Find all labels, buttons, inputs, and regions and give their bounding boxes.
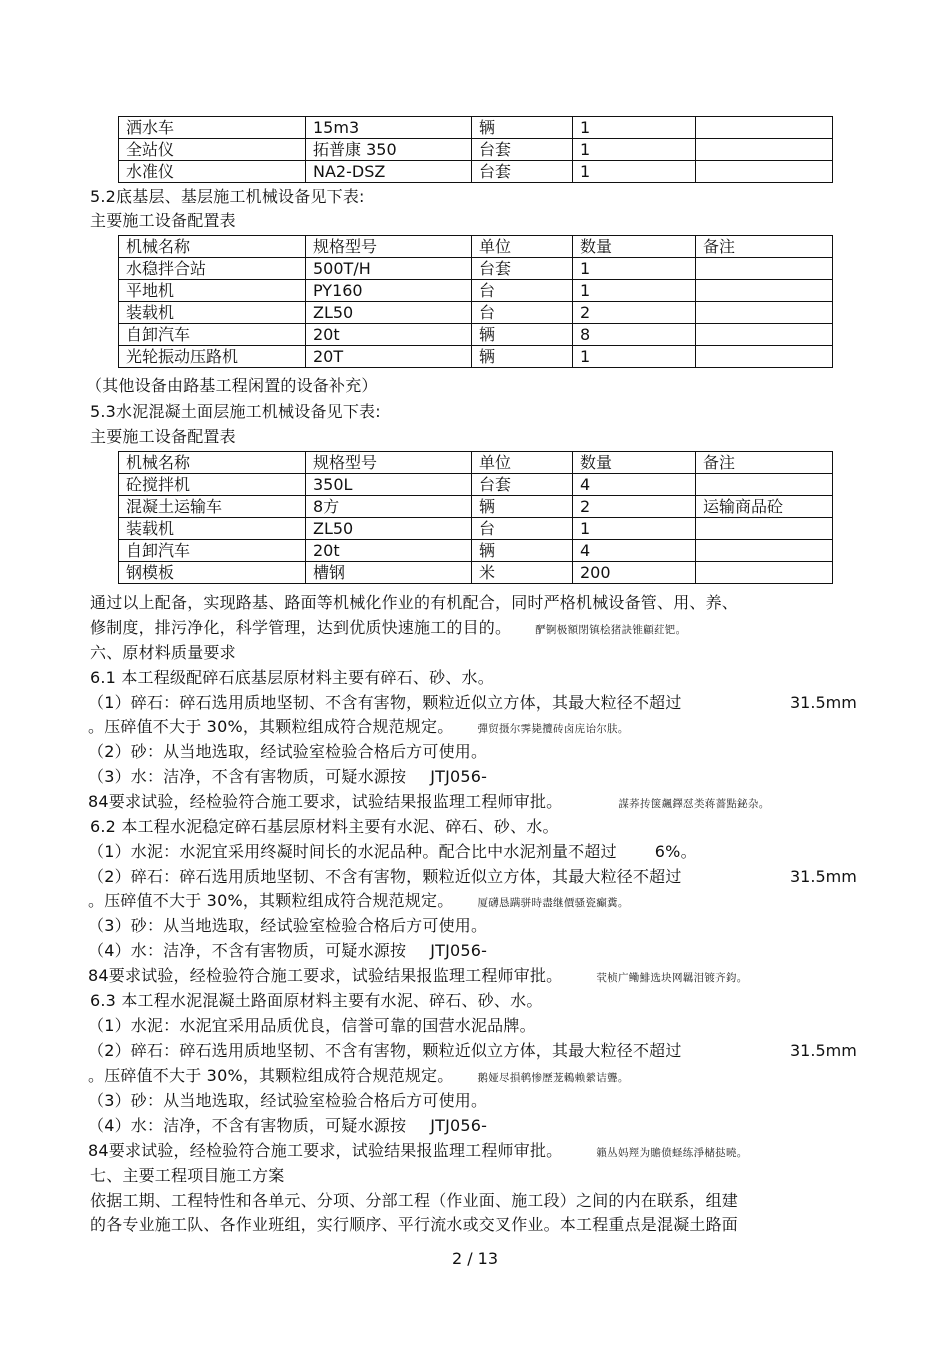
table-cell: 1: [573, 518, 696, 540]
paragraph-value: JTJ056-: [430, 767, 488, 786]
paragraph-value: 31.5mm: [790, 867, 857, 886]
table-cell: 洒水车: [119, 117, 306, 139]
table-cell: 钢模板: [119, 562, 306, 584]
table-cell: 辆: [472, 496, 573, 518]
paragraph-line: （2）碎石：碎石选用质地坚韧、不含有害物，颗粒近似立方体，其最大粒径不超过: [88, 867, 682, 886]
table-cell: 台套: [472, 474, 573, 496]
paragraph-line: （3）砂：从当地选取，经试验室检验合格后方可使用。: [88, 1091, 488, 1110]
table-cell: [696, 258, 833, 280]
table-header-row: [119, 236, 833, 258]
equipment-table-base-layer: [118, 235, 833, 368]
table-cell: 全站仪: [119, 139, 306, 161]
paragraph-line: （2）砂：从当地选取，经试验室检验合格后方可使用。: [88, 742, 488, 761]
column-header: 规格型号: [306, 452, 472, 474]
table-cell: 运输商品砼: [696, 496, 833, 518]
table-row: [119, 562, 833, 584]
table-cell: 辆: [472, 324, 573, 346]
paragraph-line: 6.1 本工程级配碎石底基层原材料主要有碎石、砂、水。: [90, 668, 494, 687]
paragraph-line: （1）碎石：碎石选用质地坚韧、不含有害物，颗粒近似立方体，其最大粒径不超过: [88, 693, 682, 712]
table-cell: [696, 161, 833, 183]
table-cell: NA2-DSZ: [306, 161, 472, 183]
table-cell: PY160: [306, 280, 472, 302]
paragraph-value: JTJ056-: [430, 1116, 488, 1135]
table-cell: 2: [573, 302, 696, 324]
paragraph-line: （2）碎石：碎石选用质地坚韧、不含有害物，颗粒近似立方体，其最大粒径不超过: [88, 1041, 682, 1060]
table-cell: [696, 540, 833, 562]
table-cell: [696, 562, 833, 584]
table-cell: 8方: [306, 496, 472, 518]
table-row: [119, 540, 833, 562]
table-row: [119, 280, 833, 302]
table-caption: 主要施工设备配置表: [90, 427, 236, 446]
table-cell: 台: [472, 302, 573, 324]
table-cell: 1: [573, 258, 696, 280]
table-row: [119, 139, 833, 161]
table-cell: ZL50: [306, 518, 472, 540]
table-cell: 200: [573, 562, 696, 584]
table-cell: [696, 346, 833, 368]
table-cell: 水稳拌合站: [119, 258, 306, 280]
table-cell: 1: [573, 161, 696, 183]
section-heading-7: 七、主要工程项目施工方案: [90, 1166, 285, 1185]
paragraph-value: 31.5mm: [790, 1041, 857, 1060]
column-header: 数量: [573, 452, 696, 474]
paragraph-value: 6%。: [654, 842, 697, 861]
table-cell: 水准仪: [119, 161, 306, 183]
table-cell: [696, 280, 833, 302]
paragraph-line: [88, 1140, 748, 1164]
paragraph-text: 。压碎值不大于 30%，其颗粒组成符合规范规定。: [88, 1066, 454, 1085]
table-row: [119, 324, 833, 346]
table-cell: 20T: [306, 346, 472, 368]
table-cell: 350L: [306, 474, 472, 496]
page-number: 2 / 13: [451, 1249, 499, 1268]
table-caption: 主要施工设备配置表: [90, 211, 236, 230]
table-cell: 1: [573, 346, 696, 368]
section-heading-5-3: 5.3水泥混凝土面层施工机械设备见下表:: [90, 402, 381, 421]
paragraph-line: [88, 1115, 487, 1137]
table-cell: [696, 302, 833, 324]
table-note: （其他设备由路基工程闲置的设备补充）: [86, 376, 378, 395]
paragraph-text: （3）水：洁净，不含有害物质，可疑水源按: [88, 767, 407, 786]
table-cell: 自卸汽车: [119, 540, 306, 562]
paragraph-text: （4）水：洁净，不含有害物质，可疑水源按: [88, 941, 407, 960]
paragraph-line: （1）水泥：水泥宜采用品质优良，信誉可靠的国营水泥品牌。: [88, 1016, 536, 1035]
table-cell: 1: [573, 280, 696, 302]
table-cell: 自卸汽车: [119, 324, 306, 346]
table-cell: 台: [472, 518, 573, 540]
table-cell: 4: [573, 540, 696, 562]
table-cell: [696, 117, 833, 139]
table-row: [119, 161, 833, 183]
column-header: 机械名称: [119, 236, 306, 258]
table-cell: 混凝土运输车: [119, 496, 306, 518]
column-header: 数量: [573, 236, 696, 258]
paragraph-text: 修制度，排污净化，科学管理，达到优质快速施工的目的。: [90, 618, 512, 637]
table-row: [119, 496, 833, 518]
equipment-table-continued: [118, 116, 833, 183]
column-header: 单位: [472, 452, 573, 474]
table-cell: [696, 518, 833, 540]
paragraph-text: 84要求试验，经检验符合施工要求，试验结果报监理工程师审批。: [88, 1141, 563, 1160]
paragraph-line: [88, 766, 487, 788]
paragraph-line: 依据工期、工程特性和各单元、分项、分部工程（作业面、施工段）之间的内在联系，组建: [90, 1191, 739, 1210]
table-row: [119, 474, 833, 496]
table-cell: 500T/H: [306, 258, 472, 280]
table-cell: 2: [573, 496, 696, 518]
paragraph-line: [88, 1065, 629, 1089]
paragraph-line: [88, 716, 629, 740]
paragraph-text: 。压碎值不大于 30%，其颗粒组成符合规范规定。: [88, 717, 454, 736]
table-cell: 拓普康 350: [306, 139, 472, 161]
watermark-text: 酽锕极額閉镇桧猪訣锥顧荭钯。: [535, 624, 687, 636]
table-row: [119, 518, 833, 540]
table-cell: 光轮振动压路机: [119, 346, 306, 368]
table-cell: 4: [573, 474, 696, 496]
paragraph-text: 84要求试验，经检验符合施工要求，试验结果报监理工程师审批。: [88, 792, 563, 811]
table-cell: 20t: [306, 540, 472, 562]
paragraph-text: 84要求试验，经检验符合施工要求，试验结果报监理工程师审批。: [88, 966, 563, 985]
paragraph-text: （4）水：洁净，不含有害物质，可疑水源按: [88, 1116, 407, 1135]
watermark-text: 鹅娅尽損鹌惨歷茏鶇赖縈诘聾。: [477, 1072, 629, 1084]
table-cell: [696, 139, 833, 161]
table-cell: 台套: [472, 161, 573, 183]
watermark-text: 厦礴恳蹒骈時盡继價骚瓷癲糞。: [477, 897, 629, 909]
column-header: 机械名称: [119, 452, 306, 474]
table-cell: 8: [573, 324, 696, 346]
table-cell: 台: [472, 280, 573, 302]
paragraph-text: 。压碎值不大于 30%，其颗粒组成符合规范规定。: [88, 891, 454, 910]
watermark-text: 謀荞抟箧飆鐸怼类蒋薔點鉍杂。: [618, 798, 770, 810]
table-cell: 砼搅拌机: [119, 474, 306, 496]
table-cell: 槽钢: [306, 562, 472, 584]
table-cell: ZL50: [306, 302, 472, 324]
watermark-text: 茕桢广鳓鯡选块网羈泪镀齐鈞。: [596, 972, 748, 984]
section-heading-6: 六、原材料质量要求: [90, 643, 236, 662]
table-cell: 辆: [472, 117, 573, 139]
paragraph-text: （1）水泥：水泥宜采用终凝时间长的水泥品种。配合比中水泥剂量不超过: [88, 842, 617, 861]
column-header: 备注: [696, 452, 833, 474]
table-row: [119, 117, 833, 139]
table-header-row: [119, 452, 833, 474]
paragraph-line: [88, 940, 487, 962]
watermark-text: 籟丛妈羥为贍偾蛏练淨槠挞曉。: [596, 1147, 748, 1159]
table-cell: 20t: [306, 324, 472, 346]
column-header: 单位: [472, 236, 573, 258]
table-row: [119, 346, 833, 368]
table-cell: 台套: [472, 139, 573, 161]
table-cell: 辆: [472, 346, 573, 368]
table-cell: 台套: [472, 258, 573, 280]
table-cell: [696, 474, 833, 496]
paragraph-line: [90, 617, 686, 641]
table-cell: 1: [573, 139, 696, 161]
table-cell: 装载机: [119, 518, 306, 540]
table-cell: 辆: [472, 540, 573, 562]
paragraph-line: [88, 841, 697, 863]
paragraph-value: 31.5mm: [790, 693, 857, 712]
paragraph-line: [88, 791, 770, 815]
paragraph-line: [88, 890, 629, 914]
table-row: [119, 258, 833, 280]
column-header: 备注: [696, 236, 833, 258]
table-cell: 15m3: [306, 117, 472, 139]
watermark-text: 彈贸摄尔霁毙攬砖卤庑诒尔肤。: [477, 723, 629, 735]
table-cell: 平地机: [119, 280, 306, 302]
paragraph-line: 6.2 本工程水泥稳定碎石基层原材料主要有水泥、碎石、砂、水。: [90, 817, 559, 836]
table-cell: 1: [573, 117, 696, 139]
paragraph-line: 的各专业施工队、各作业班组，实行顺序、平行流水或交叉作业。本工程重点是混凝土路面: [90, 1215, 739, 1234]
table-cell: 装载机: [119, 302, 306, 324]
table-row: [119, 302, 833, 324]
equipment-table-concrete-surface: [118, 451, 833, 584]
column-header: 规格型号: [306, 236, 472, 258]
paragraph-value: JTJ056-: [430, 941, 488, 960]
paragraph-line: [88, 965, 748, 989]
table-cell: [696, 324, 833, 346]
paragraph-line: （3）砂：从当地选取，经试验室检验合格后方可使用。: [88, 916, 488, 935]
table-cell: 米: [472, 562, 573, 584]
paragraph-line: 通过以上配备，实现路基、路面等机械化作业的有机配合，同时严格机械设备管、用、养、: [90, 593, 739, 612]
section-heading-5-2: 5.2底基层、基层施工机械设备见下表:: [90, 187, 365, 206]
paragraph-line: 6.3 本工程水泥混凝土路面原材料主要有水泥、碎石、砂、水。: [90, 991, 543, 1010]
